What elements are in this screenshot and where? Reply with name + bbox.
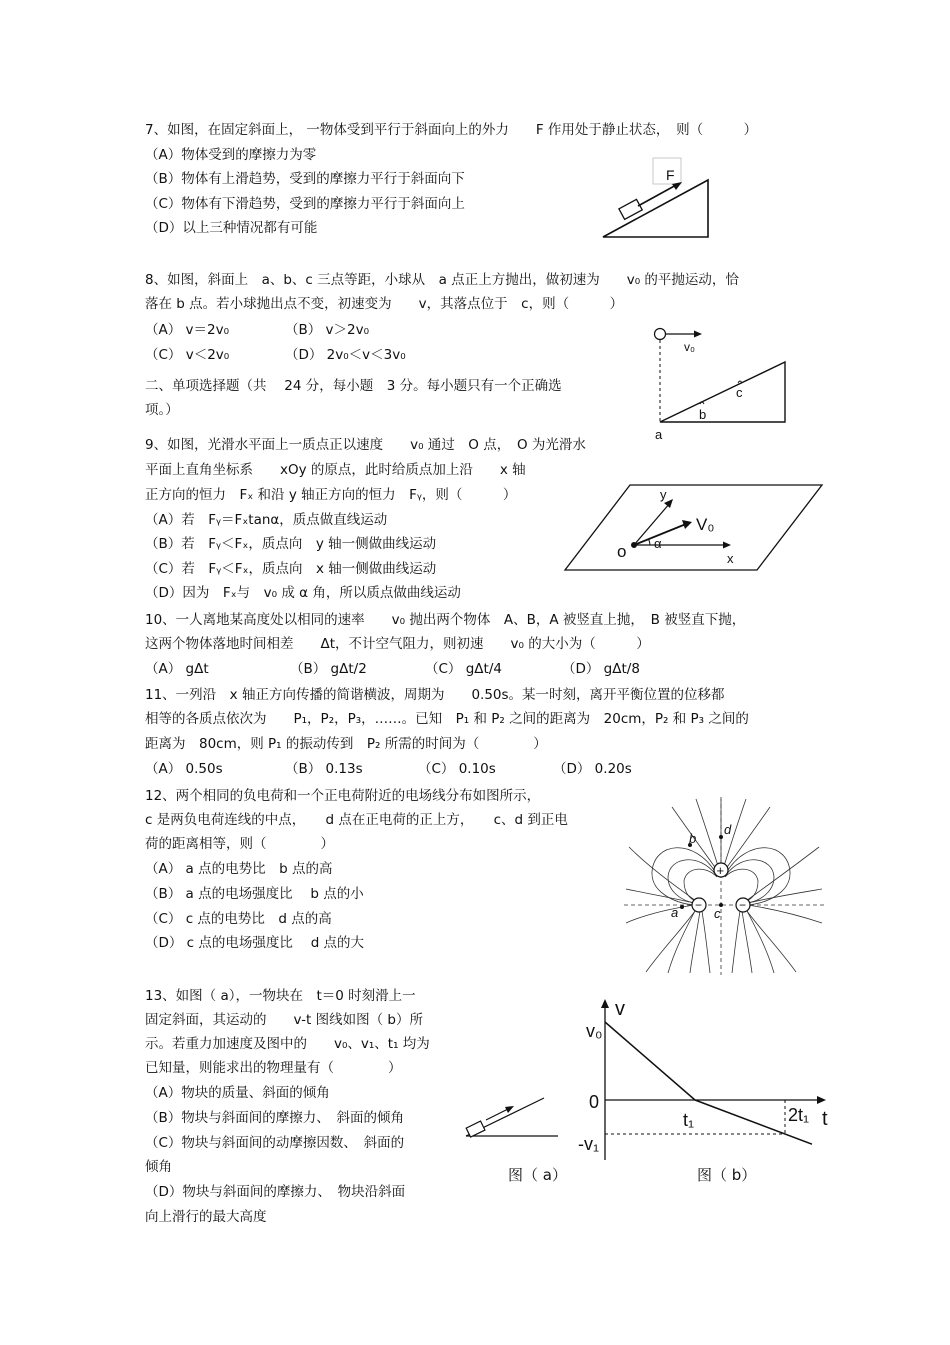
q13-figure-a-caption: 图（ a） (508, 1166, 567, 1184)
negative-sign-left: − (695, 898, 703, 912)
q9-line2: 平面上直角坐标系 xOy 的原点，此时给质点加上沿 x 轴 (145, 462, 526, 478)
negative-sign-right: − (739, 898, 747, 912)
force-arrow-head (672, 182, 682, 190)
series-segment-1 (605, 1022, 695, 1100)
origin-point (631, 542, 637, 548)
alpha-arc (649, 539, 651, 545)
q10-option-d: （D） gΔt/8 (562, 661, 640, 677)
q8-line2: 落在 b 点。若小球抛出点不变，初速变为 v，其落点位于 c，则（ ） (145, 296, 624, 312)
velocity-arrow-head (505, 1106, 514, 1113)
q11-line2: 相等的各质点依次为 P₁，P₂，P₃，……。已知 P₁ 和 P₂ 之间的距离为 20cm，P₂ 和 P₃ 之间的 (145, 711, 749, 727)
point-c: c (736, 385, 743, 400)
q10-option-a: （A） gΔt (145, 661, 209, 677)
mark-c (738, 381, 742, 383)
x-axis-head (817, 1096, 826, 1104)
horizontal-plane (565, 485, 822, 570)
alpha-label: α (654, 536, 662, 551)
section2-line1: 二、单项选择题（共 24 分，每小题 3 分。每小题只有一个正确选 (145, 378, 562, 394)
q9-line3: 正方向的恒力 Fₓ 和沿 y 轴正方向的恒力 Fᵧ，则（ ） (145, 487, 517, 503)
y-axis-label: v (615, 998, 625, 1020)
y-axis-head (601, 999, 609, 1008)
q7-option-d: （D）以上三种情况都有可能 (145, 220, 318, 236)
force-label: F (666, 167, 675, 183)
q13-option-a: （A）物块的质量、斜面的倾角 (145, 1085, 330, 1101)
point-d-dot (719, 835, 723, 839)
q13-figure-b-caption: 图（ b） (697, 1166, 757, 1184)
block (619, 199, 642, 219)
q13-line1: 13、如图（ a），一物块在 t＝0 时刻滑上一 (145, 988, 416, 1004)
q7-option-c: （C）物体有下滑趋势，受到的摩擦力平行于斜面向上 (145, 196, 465, 212)
q9-line1: 9、如图，光滑水平面上一质点正以速度 v₀ 通过 O 点， O 为光滑水 (145, 437, 586, 453)
q7-option-b: （B）物体有上滑趋势，受到的摩擦力平行于斜面向下 (145, 171, 465, 187)
q13-option-d-cont: 向上滑行的最大高度 (145, 1209, 267, 1225)
q10-line1: 10、一人离地某高度处以相同的速率 v₀ 抛出两个物体 A、B，A 被竖直上抛， B 被竖直下抛， (145, 612, 746, 628)
x-label: x (727, 551, 734, 566)
block (466, 1121, 485, 1137)
q11-option-d: （D） 0.20s (553, 761, 632, 777)
q13-line4: 已知量，则能求出的物理量有（ ） (145, 1060, 402, 1076)
point-a: a (671, 905, 679, 920)
q11-line1: 11、一列沿 x 轴正方向传播的简谐横波，周期为 0.50s。某一时刻，离开平衡位置的位移都 (145, 687, 725, 703)
point-b: b (699, 407, 707, 422)
v0-label: V₀ (696, 515, 715, 534)
tick-neg-v1: -v₁ (578, 1134, 600, 1154)
q12-option-a: （A） a 点的电势比 b 点的高 (145, 861, 333, 877)
q12-line1: 12、两个相同的负电荷和一个正电荷附近的电场线分布如图所示， (145, 788, 541, 804)
q8-option-d: （D） 2v₀＜v＜3v₀ (285, 347, 406, 363)
q9-option-b: （B）若 Fᵧ＜Fₓ，质点向 y 轴一侧做曲线运动 (145, 536, 437, 552)
q8-projectile-figure (648, 322, 793, 444)
y-label: y (660, 487, 667, 502)
q10-line2: 这两个物体落地时间相差 Δt，不计空气阻力，则初速 v₀ 的大小为（ ） (145, 636, 650, 652)
ball (655, 329, 666, 340)
q13-option-d: （D）物块与斜面间的摩擦力、 物块沿斜面 (145, 1184, 406, 1200)
q10-option-c: （C） gΔt/4 (425, 661, 502, 677)
q12-line2: c 是两负电荷连线的中点， d 点在正电荷的正上方， c、d 到正电 (145, 812, 568, 828)
point-a-dot (680, 905, 684, 909)
q9-option-a: （A）若 Fᵧ＝Fₓtanα，质点做直线运动 (145, 512, 388, 528)
incline-triangle (660, 362, 785, 422)
v0-label: v₀ (684, 340, 695, 354)
point-a: a (655, 427, 663, 442)
x-axis-head (723, 542, 731, 549)
q11-option-c: （C） 0.10s (418, 761, 496, 777)
q13-figure-b-chart (572, 995, 837, 1165)
positive-sign: + (716, 863, 725, 878)
section2-line2: 项。） (145, 402, 179, 418)
q7-stem: 7、如图，在固定斜面上， 一物体受到平行于斜面向上的外力 F 作用处于静止状态， 则（ ） (145, 122, 758, 138)
q13-option-c-cont: 倾角 (145, 1159, 172, 1175)
velocity-arrow (486, 1108, 510, 1120)
q9-plane-figure (562, 482, 826, 574)
origin-label: o (617, 542, 627, 561)
tick-2t1: 2t₁ (788, 1105, 810, 1125)
q13-line3: 示。若重力加速度及图中的 v₀、v₁、t₁ 均为 (145, 1036, 430, 1052)
q12-line3: 荷的距离相等，则（ ） (145, 836, 334, 852)
point-b: b (689, 831, 697, 846)
q12-option-c: （C） c 点的电势比 d 点的高 (145, 911, 332, 927)
tick-v0: v₀ (586, 1021, 603, 1041)
force-arrow (638, 184, 678, 206)
q13-line2: 固定斜面，其运动的 v-t 图线如图（ b）所 (145, 1012, 423, 1028)
q8-option-a: （A） v＝2v₀ (145, 322, 230, 338)
q13-option-b: （B）物块与斜面间的摩擦力、 斜面的倾角 (145, 1110, 405, 1126)
q13-figure-a (458, 1092, 568, 1142)
q12-option-b: （B） a 点的电场强度比 b 点的小 (145, 886, 364, 902)
v0-arrow-head (682, 520, 692, 529)
q7-option-a: （A）物体受到的摩擦力为零 (145, 147, 317, 163)
point-d: d (724, 822, 732, 837)
q10-option-b: （B） gΔt/2 (290, 661, 367, 677)
q8-line1: 8、如图，斜面上 a、b、c 三点等距，小球从 a 点正上方抛出，做初速为 v₀ 的平抛运动，恰 (145, 272, 739, 288)
tick-t1: t₁ (683, 1110, 695, 1130)
v0-arrow-head (694, 331, 702, 338)
point-c: c (714, 906, 721, 921)
q12-field-line-figure (624, 797, 824, 975)
q8-option-c: （C） v＜2v₀ (145, 347, 230, 363)
q13-option-c: （C）物块与斜面间的动摩擦因数、 斜面的 (145, 1135, 405, 1151)
q11-line3: 距离为 80cm，则 P₁ 的振动传到 P₂ 所需的时间为（ ） (145, 736, 547, 752)
tick-zero: 0 (589, 1092, 600, 1112)
x-axis-label: t (822, 1108, 828, 1130)
q7-incline-figure (598, 155, 713, 243)
q8-option-b: （B） v＞2v₀ (285, 322, 370, 338)
mark-b (700, 402, 704, 404)
q9-option-d: （D）因为 Fₓ与 v₀ 成 α 角，所以质点做曲线运动 (145, 585, 461, 601)
q9-option-c: （C）若 Fᵧ＜Fₓ，质点向 x 轴一侧做曲线运动 (145, 561, 437, 577)
q12-option-d: （D） c 点的电场强度比 d 点的大 (145, 935, 365, 951)
q11-option-a: （A） 0.50s (145, 761, 223, 777)
q11-option-b: （B） 0.13s (285, 761, 363, 777)
